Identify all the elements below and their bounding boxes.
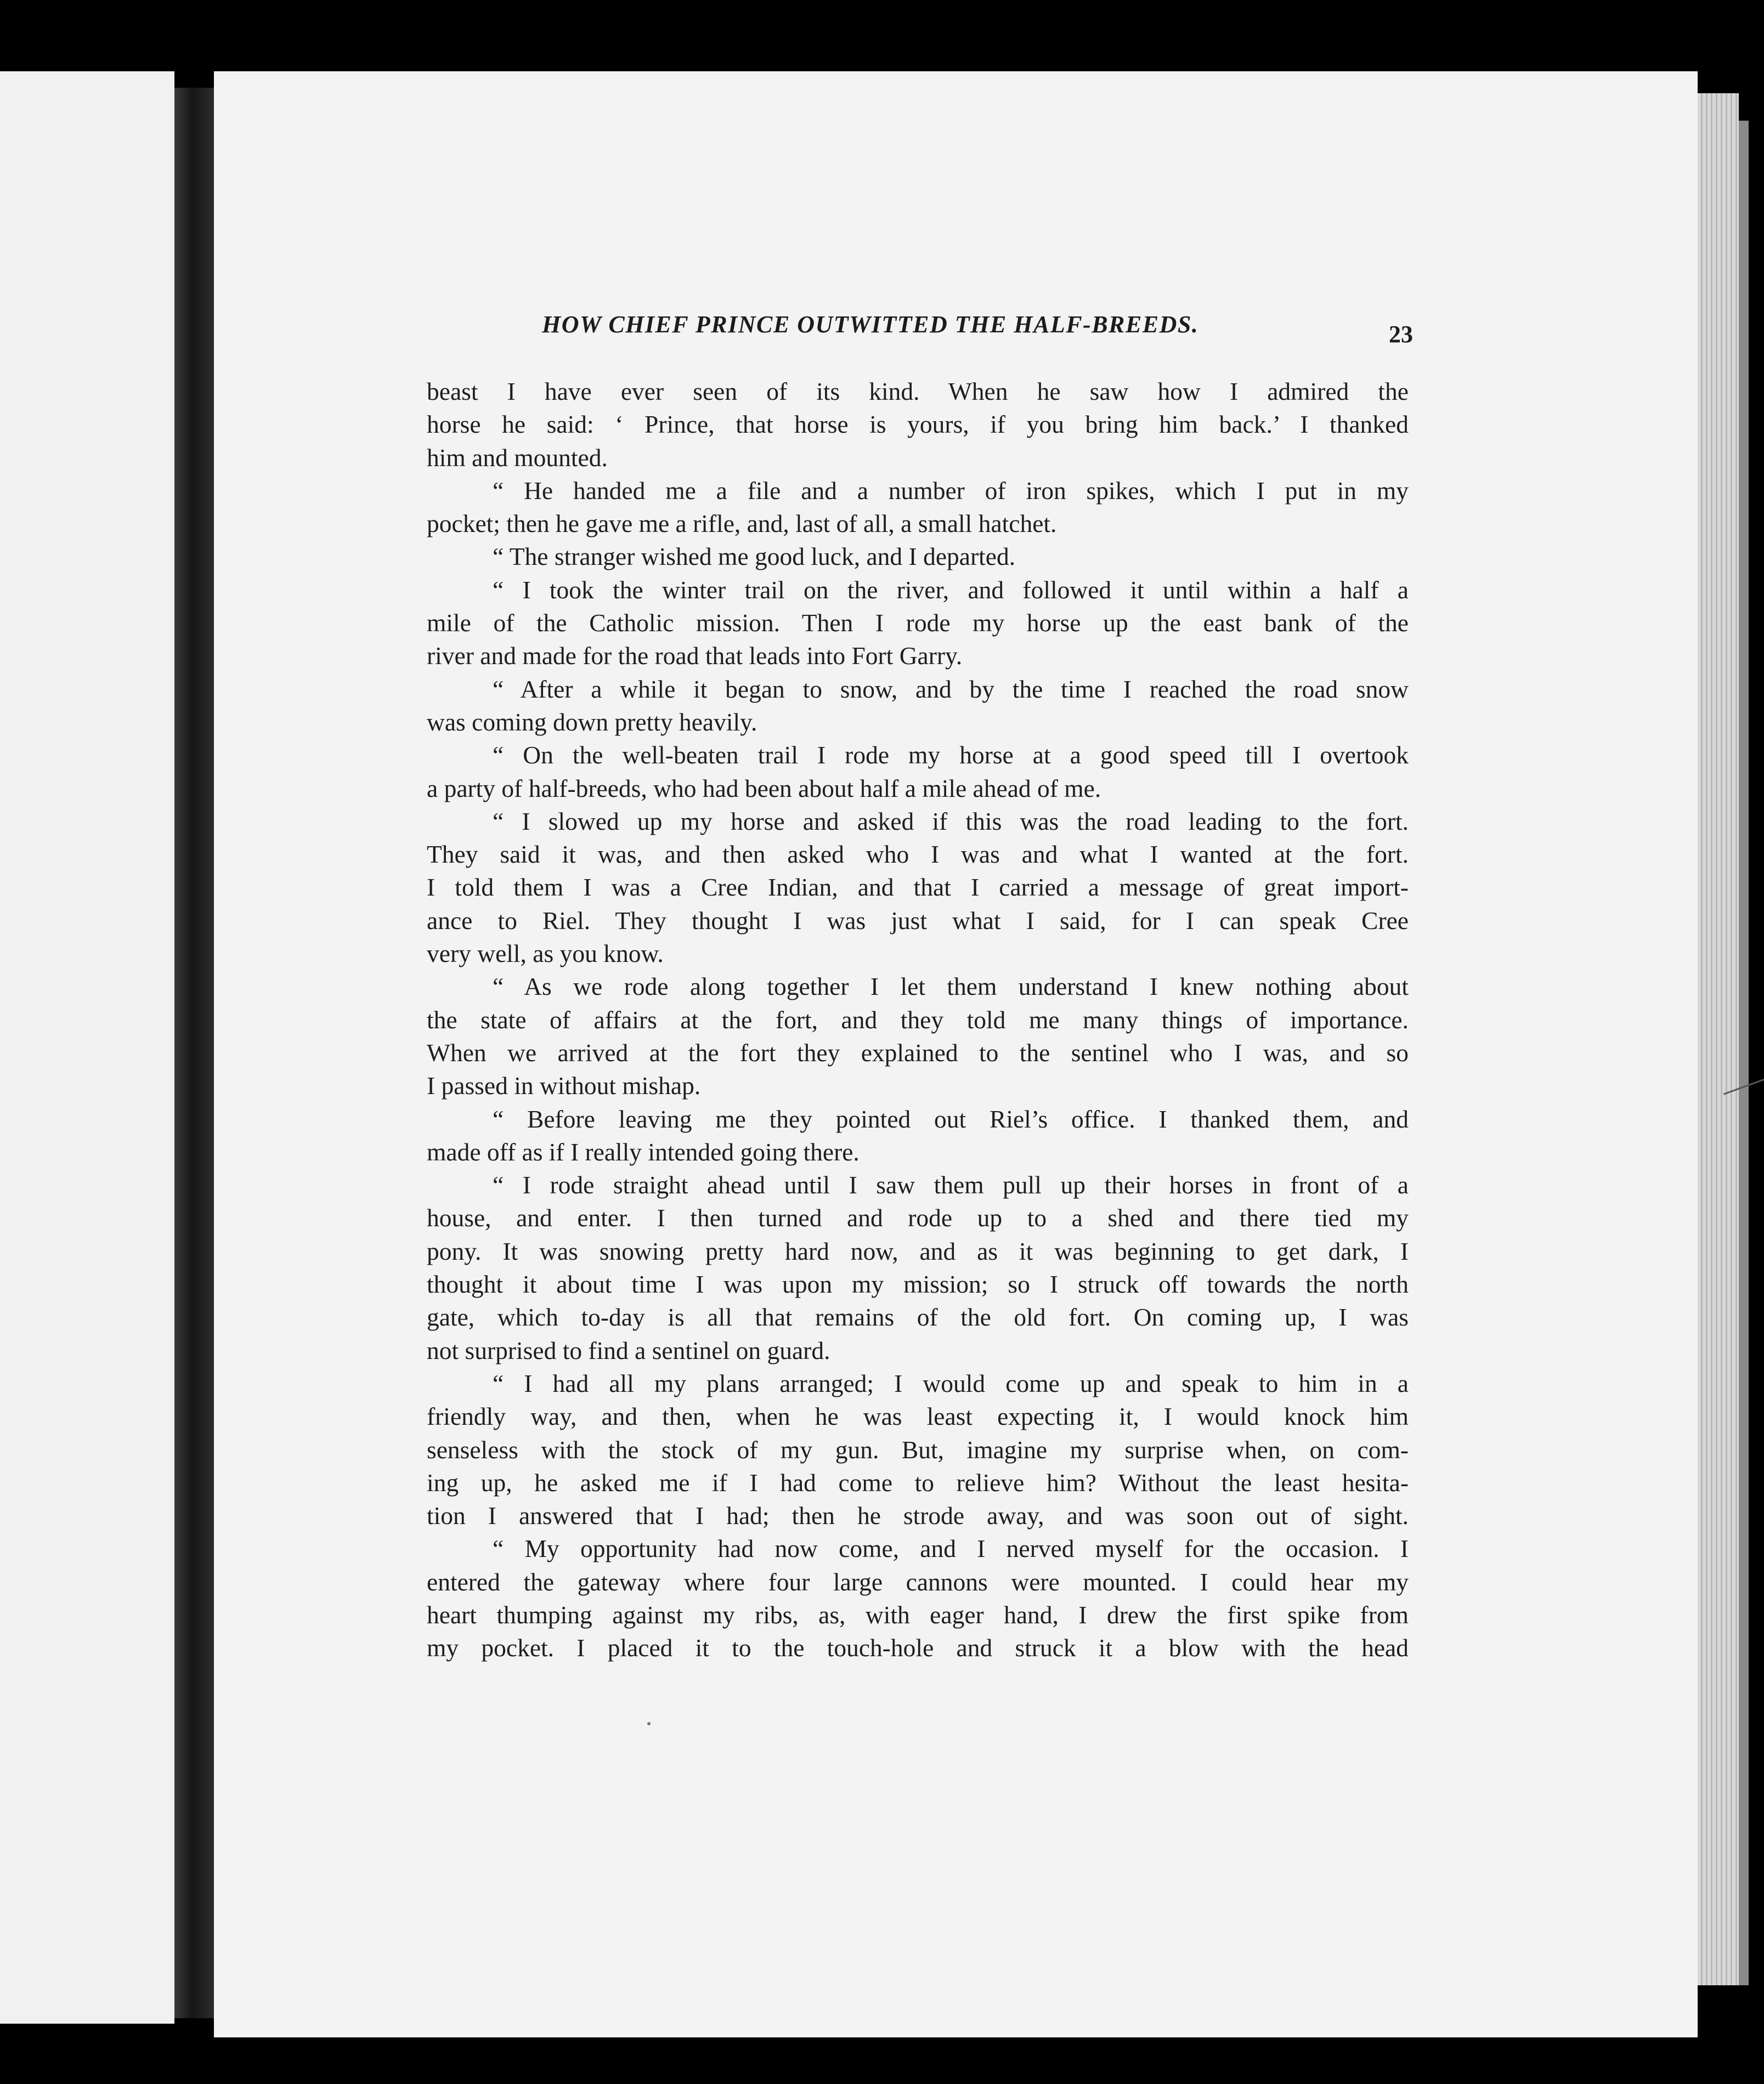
text-line: “ The stranger wished me good luck, and I departed. (493, 542, 1016, 571)
text-line: entered the gateway where four large cannons were mounted. I could hear my (427, 1567, 1409, 1596)
text-line: gate, which to-day is all that remains of the old fort. On coming up, I was (427, 1303, 1409, 1332)
text-line: “ As we rode along together I let them understand I knew nothing about (493, 972, 1409, 1001)
text-line: They said it was, and then asked who I was and what I wanted at the fort. (427, 840, 1409, 869)
text-line: When we arrived at the fort they explained to the sentinel who I was, and so (427, 1038, 1409, 1067)
text-line: was coming down pretty heavily. (427, 707, 757, 736)
text-line: senseless with the stock of my gun. But, imagine my surprise when, on com- (427, 1435, 1409, 1464)
text-line: house, and enter. I then turned and rode up to a shed and there tied my (427, 1204, 1409, 1232)
page-stack-edge (1698, 93, 1739, 1985)
body-text (427, 375, 1409, 1665)
text-line: “ Before leaving me they pointed out Riel’s office. I thanked them, and (493, 1105, 1409, 1133)
text-line: “ On the well-beaten trail I rode my horse at a good speed till I overtook (493, 741, 1409, 769)
text-line: pocket; then he gave me a rifle, and, last of all, a small hatchet. (427, 509, 1057, 538)
text-line: “ I took the winter trail on the river, and followed it until within a half a (493, 575, 1409, 604)
text-line: “ I had all my plans arranged; I would come up and speak to him in a (493, 1369, 1409, 1397)
text-line: not surprised to find a sentinel on guard. (427, 1336, 830, 1364)
text-line: made off as if I really intended going there. (427, 1137, 860, 1166)
left-page-edge (0, 71, 174, 2024)
text-line: beast I have ever seen of its kind. When he saw how I admired the (427, 377, 1409, 405)
text-line: a party of half-breeds, who had been about half a mile ahead of me. (427, 774, 1101, 802)
text-line: very well, as you know. (427, 939, 664, 968)
text-line: friendly way, and then, when he was least expecting it, I would knock him (427, 1402, 1409, 1431)
text-line: “ My opportunity had now come, and I nerved myself for the occasion. I (493, 1534, 1409, 1563)
running-title: HOW CHIEF PRINCE OUTWITTED THE HALF-BREEDS. (542, 311, 1199, 338)
text-line: heart thumping against my ribs, as, with eager hand, I drew the first spike from (427, 1600, 1409, 1629)
text-line: “ I slowed up my horse and asked if this was the road leading to the fort. (493, 807, 1409, 835)
text-line: tion I answered that I had; then he strode away, and was soon out of sight. (427, 1502, 1409, 1530)
text-line: ing up, he asked me if I had come to relieve him? Without the least hesita- (427, 1468, 1409, 1497)
text-line: my pocket. I placed it to the touch-hole and struck it a blow with the head (427, 1634, 1409, 1662)
text-line: pony. It was snowing pretty hard now, and as it was beginning to get dark, I (427, 1237, 1409, 1265)
page-stack-shadow (1739, 121, 1749, 1985)
text-line: the state of affairs at the fort, and they told me many things of importance. (427, 1005, 1409, 1034)
text-line: I told them I was a Cree Indian, and that I carried a message of great import- (427, 873, 1409, 902)
text-line: ance to Riel. They thought I was just what I said, for I can speak Cree (427, 906, 1409, 935)
dust-speck (647, 1722, 651, 1725)
gutter-shadow (174, 88, 214, 2018)
text-line: “ After a while it began to snow, and by the time I reached the road snow (493, 675, 1409, 703)
page-number: 23 (1389, 321, 1413, 348)
text-line: I passed in without mishap. (427, 1072, 701, 1100)
text-line: river and made for the road that leads into Fort Garry. (427, 642, 963, 670)
text-line: thought it about time I was upon my mission; so I struck off towards the north (427, 1270, 1409, 1299)
text-line: mile of the Catholic mission. Then I rode my horse up the east bank of the (427, 609, 1409, 637)
text-line: horse he said: ‘ Prince, that horse is yours, if you bring him back.’ I thanked (427, 410, 1409, 439)
text-line: “ He handed me a file and a number of iron spikes, which I put in my (493, 476, 1409, 505)
text-line: him and mounted. (427, 443, 608, 472)
text-line: “ I rode straight ahead until I saw them pull up their horses in front of a (493, 1171, 1409, 1199)
